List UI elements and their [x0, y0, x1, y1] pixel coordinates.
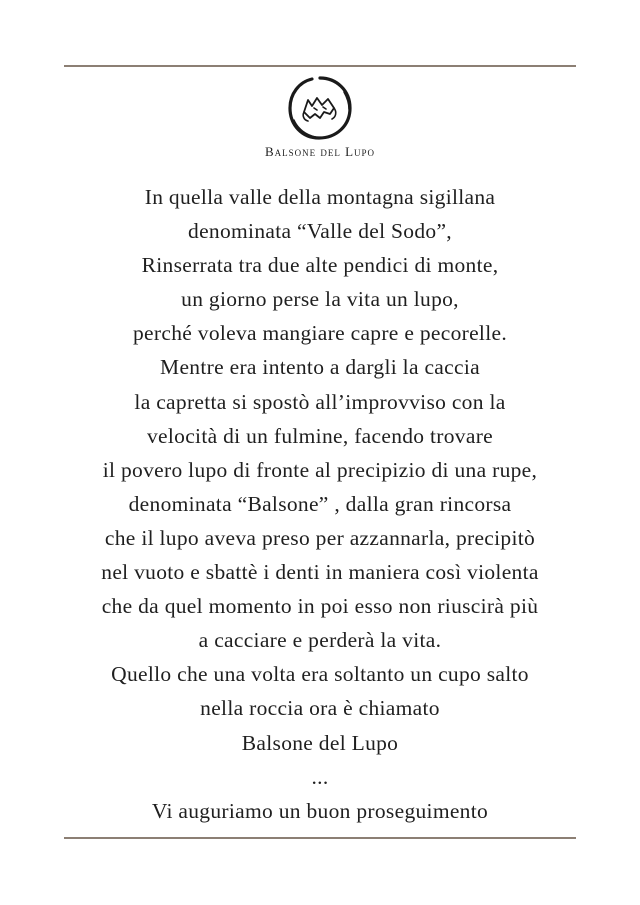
poem-line: denominata “Balsone” , dalla gran rincorsa	[128, 491, 512, 516]
poem-line: Mentre era intento a dargli la caccia	[160, 355, 480, 380]
poem-line: Vi auguriamo un buon proseguimento	[151, 798, 489, 823]
poem-line: nella roccia ora è chiamato	[200, 696, 440, 721]
poem-line: In quella valle della montagna sigillana	[144, 185, 496, 209]
brand-name: Balsone del Lupo	[264, 144, 376, 159]
poem-line: Quello che una volta era soltanto un cupo salto	[111, 662, 529, 687]
poem-line: che da quel momento in poi esso non riuscirà più	[101, 594, 539, 619]
poem-line: velocità di un fulmine, facendo trovare	[146, 423, 493, 448]
poem-line: un giorno perse la vita un lupo,	[181, 287, 459, 312]
poem-line: la capretta si spostò all’improvviso con la	[134, 389, 506, 414]
top-divider	[64, 65, 576, 67]
poem-text	[40, 180, 600, 828]
bottom-divider	[64, 837, 576, 839]
poem-line: nel vuoto e sbattè i denti in maniera così violenta	[101, 560, 539, 585]
poem-line: il povero lupo di fronte al precipizio di una rupe,	[102, 457, 538, 482]
poem-line: ...	[311, 764, 329, 789]
poem-line: Balsone del Lupo	[241, 730, 399, 755]
poem-line: Rinserrata tra due alte pendici di monte,	[141, 253, 499, 278]
poem-line: che il lupo aveva preso per azzannarla, precipitò	[104, 525, 536, 550]
poem-line: perché voleva mangiare capre e pecorelle.	[133, 321, 507, 346]
poem-line: denominata “Valle del Sodo”,	[188, 219, 452, 244]
wolf-circle-logo-icon	[284, 72, 356, 144]
poem-line: a cacciare e perderà la vita.	[198, 628, 442, 653]
